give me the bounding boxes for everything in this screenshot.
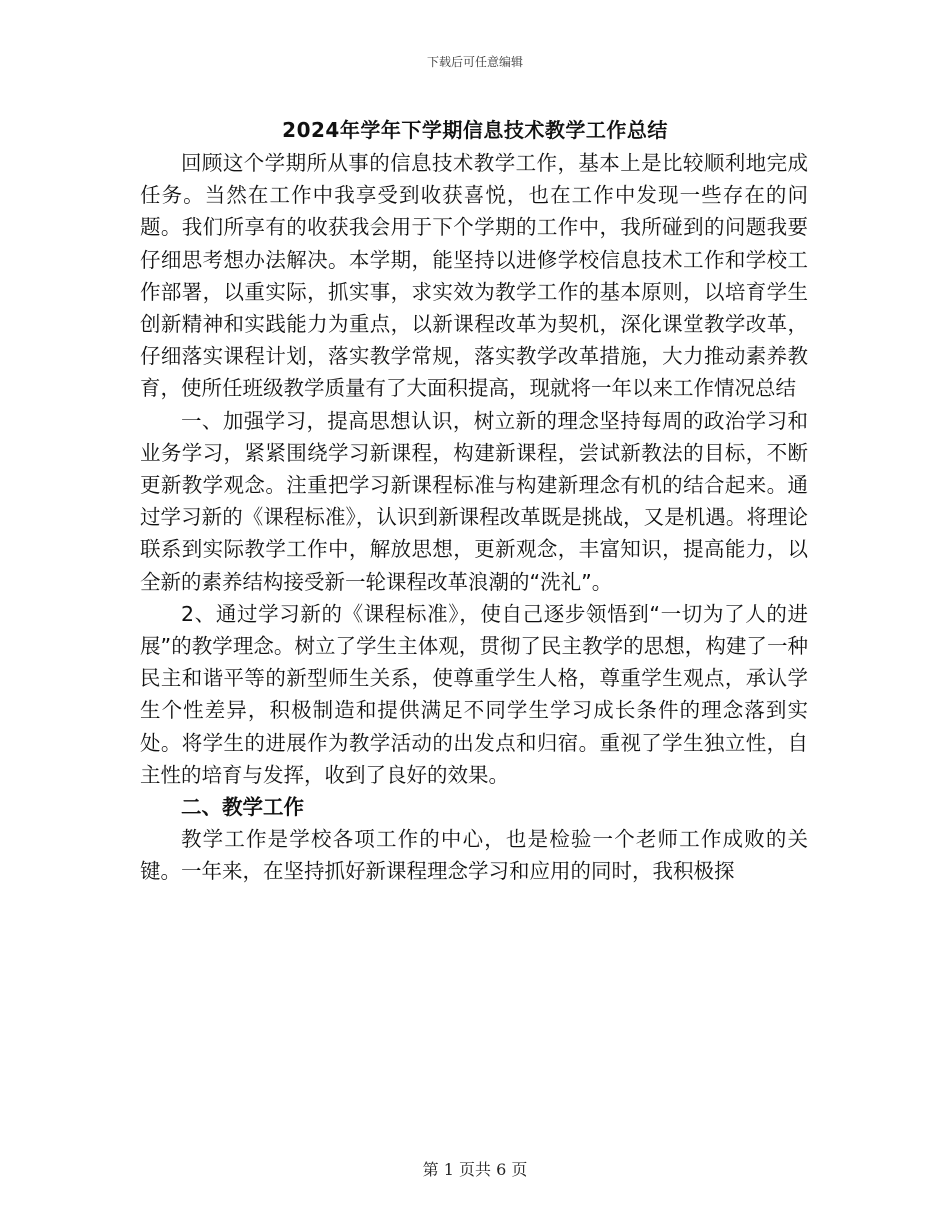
page-footer: 第 1 页共 6 页 (422, 1160, 528, 1179)
paragraph-section-1: 一、加强学习，提高思想认识，树立新的理念坚持每周的政治学习和业务学习，紧紧围绕学习新课程，构建新课程，尝试新教法的目标，不断更新教学观念。注重把学习新课程标准与构建新理念有机的结合起来。通过学习新的《课程标准》，认识到新课程改革既是挑战，又是机遇。将理论联系到实际教学工作中，解放思想，更新观念，丰富知识，提高能力，以全新的素养结构接受新一轮课程改革浪潮的“洗礼”。 (140, 408, 808, 594)
document-title: 2024年学年下学期信息技术教学工作总结 (282, 118, 668, 142)
paragraph-teaching: 教学工作是学校各项工作的中心，也是检验一个老师工作成败的关键。一年来，在坚持抓好新课程理念学习和应用的同时，我积极探 (140, 827, 808, 884)
paragraph-intro: 回顾这个学期所从事的信息技术教学工作，基本上是比较顺利地完成任务。当然在工作中我享受到收获喜悦，也在工作中发现一些存在的问题。我们所享有的收获我会用于下个学期的工作中，我所碰到的问题我要仔细思考想办法解决。本学期，能坚持以进修学校信息技术工作和学校工作部署，以重实际，抓实事，求实效为教学工作的基本原则，以培育学生创新精神和实践能力为重点，以新课程改革为契机，深化课堂教学改革，仔细落实课程计划，落实教学常规，落实教学改革措施，大力推动素养教育，使所任班级教学质量有了大面积提高，现就将一年以来工作情况总结 (140, 151, 808, 401)
header-note: 下载后可任意编辑 (426, 55, 523, 69)
document-body (140, 147, 808, 888)
paragraph-item-2: 2、通过学习新的《课程标准》，使自己逐步领悟到“一切为了人的进展”的教学理念。树立了学生主体观，贯彻了民主教学的思想，构建了一种民主和谐平等的新型师生关系，使尊重学生人格，尊重学生观点，承认学生个性差异，积极制造和提供满足不同学生学习成长条件的理念落到实处。将学生的进展作为教学活动的出发点和归宿。重视了学生独立性，自主性的培育与发挥，收到了良好的效果。 (140, 601, 808, 787)
section-heading-teaching: 二、教学工作 (181, 795, 304, 820)
